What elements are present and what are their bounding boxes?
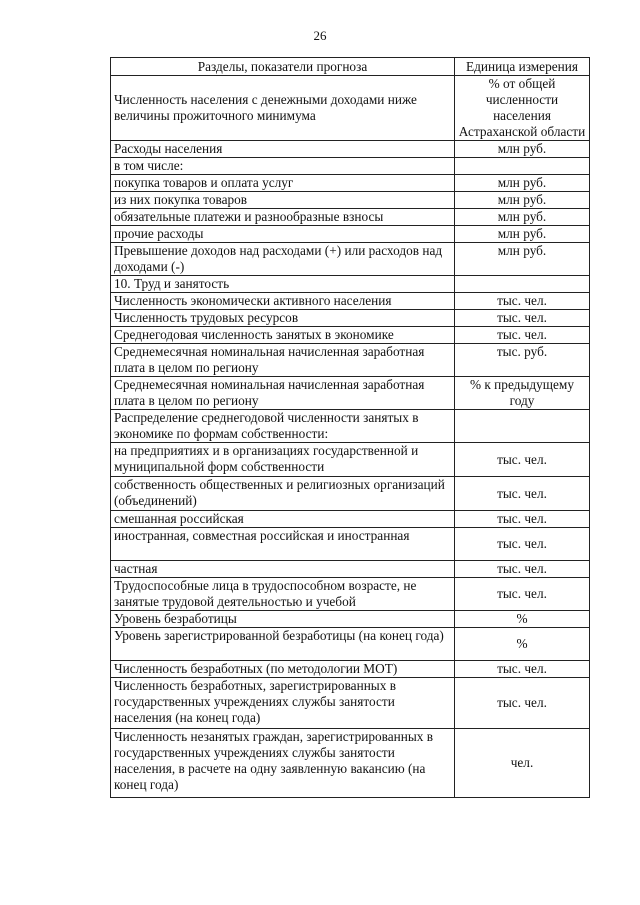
indicator-cell: Численность населения с денежными доходами ниже величины прожиточного минимума [111, 76, 455, 141]
indicator-cell: Численность незанятых граждан, зарегистрированных в государственных учреждениях службы занятости населения, в расчете на одну заявленную вакансию (на конец года) [111, 729, 455, 798]
unit-cell: тыс. руб. [455, 344, 590, 377]
unit-cell: % [455, 628, 590, 661]
unit-cell: млн руб. [455, 175, 590, 192]
unit-cell: тыс. чел. [455, 678, 590, 729]
indicator-cell: покупка товаров и оплата услуг [111, 175, 455, 192]
indicator-cell: Численность безработных (по методологии МОТ) [111, 661, 455, 678]
table-row [111, 528, 590, 561]
table-row [111, 276, 590, 293]
unit-cell: млн руб. [455, 209, 590, 226]
indicator-cell: на предприятиях и в организациях государственной и муниципальной форм собственности [111, 443, 455, 477]
indicator-cell: смешанная российская [111, 511, 455, 528]
unit-cell: тыс. чел. [455, 477, 590, 511]
table-row [111, 678, 590, 729]
table-row [111, 410, 590, 443]
table-row [111, 76, 590, 141]
unit-cell [455, 276, 590, 293]
unit-cell: чел. [455, 729, 590, 798]
indicator-cell: частная [111, 561, 455, 578]
forecast-table [110, 57, 590, 798]
table-row [111, 377, 590, 410]
indicator-cell: собственность общественных и религиозных организаций (объединений) [111, 477, 455, 511]
indicator-cell: Трудоспособные лица в трудоспособном возрасте, не занятые трудовой деятельностью и учебой [111, 578, 455, 611]
header-indicator: Разделы, показатели прогноза [111, 58, 455, 76]
indicator-cell: Превышение доходов над расходами (+) или расходов над доходами (-) [111, 243, 455, 276]
table-header-row [111, 58, 590, 76]
indicator-cell: Уровень безработицы [111, 611, 455, 628]
indicator-cell: Расходы населения [111, 141, 455, 158]
unit-cell: тыс. чел. [455, 327, 590, 344]
unit-cell: тыс. чел. [455, 661, 590, 678]
header-unit: Единица измерения [455, 58, 590, 76]
unit-cell: тыс. чел. [455, 528, 590, 561]
table-row [111, 344, 590, 377]
indicator-cell: из них покупка товаров [111, 192, 455, 209]
unit-cell: млн руб. [455, 226, 590, 243]
table-row [111, 175, 590, 192]
table-row [111, 611, 590, 628]
table-row [111, 209, 590, 226]
unit-cell: тыс. чел. [455, 511, 590, 528]
indicator-cell: 10. Труд и занятость [111, 276, 455, 293]
unit-cell: млн руб. [455, 243, 590, 276]
table-row [111, 158, 590, 175]
table-row [111, 729, 590, 798]
unit-cell: % к предыдущему году [455, 377, 590, 410]
page-number: 26 [313, 28, 327, 43]
unit-cell: тыс. чел. [455, 561, 590, 578]
unit-cell: тыс. чел. [455, 443, 590, 477]
table-row [111, 511, 590, 528]
table-row [111, 561, 590, 578]
indicator-cell: прочие расходы [111, 226, 455, 243]
indicator-cell: Среднемесячная номинальная начисленная заработная плата в целом по региону [111, 377, 455, 410]
unit-cell: % от общей численности населения Астраханской области [455, 76, 590, 141]
table-row [111, 578, 590, 611]
table-row [111, 628, 590, 661]
unit-cell: млн руб. [455, 192, 590, 209]
unit-cell: % [455, 611, 590, 628]
indicator-cell: Численность трудовых ресурсов [111, 310, 455, 327]
table-row [111, 443, 590, 477]
indicator-cell: Распределение среднегодовой численности занятых в экономике по формам собственности: [111, 410, 455, 443]
indicator-cell: Уровень зарегистрированной безработицы (на конец года) [111, 628, 455, 661]
table-row [111, 477, 590, 511]
indicator-cell: Численность экономически активного населения [111, 293, 455, 310]
table-row [111, 192, 590, 209]
table-row [111, 243, 590, 276]
table-row [111, 310, 590, 327]
table-row [111, 661, 590, 678]
indicator-cell: Среднегодовая численность занятых в экономике [111, 327, 455, 344]
unit-cell: тыс. чел. [455, 578, 590, 611]
indicator-cell: в том числе: [111, 158, 455, 175]
table-row [111, 226, 590, 243]
table-row [111, 293, 590, 310]
unit-cell: тыс. чел. [455, 310, 590, 327]
indicator-cell: обязательные платежи и разнообразные взносы [111, 209, 455, 226]
unit-cell [455, 158, 590, 175]
unit-cell: млн руб. [455, 141, 590, 158]
unit-cell [455, 410, 590, 443]
indicator-cell: Численность безработных, зарегистрированных в государственных учреждениях службы занятости населения (на конец года) [111, 678, 455, 729]
indicator-cell: иностранная, совместная российская и иностранная [111, 528, 455, 561]
table-row [111, 141, 590, 158]
unit-cell: тыс. чел. [455, 293, 590, 310]
indicator-cell: Среднемесячная номинальная начисленная заработная плата в целом по региону [111, 344, 455, 377]
table-row [111, 327, 590, 344]
